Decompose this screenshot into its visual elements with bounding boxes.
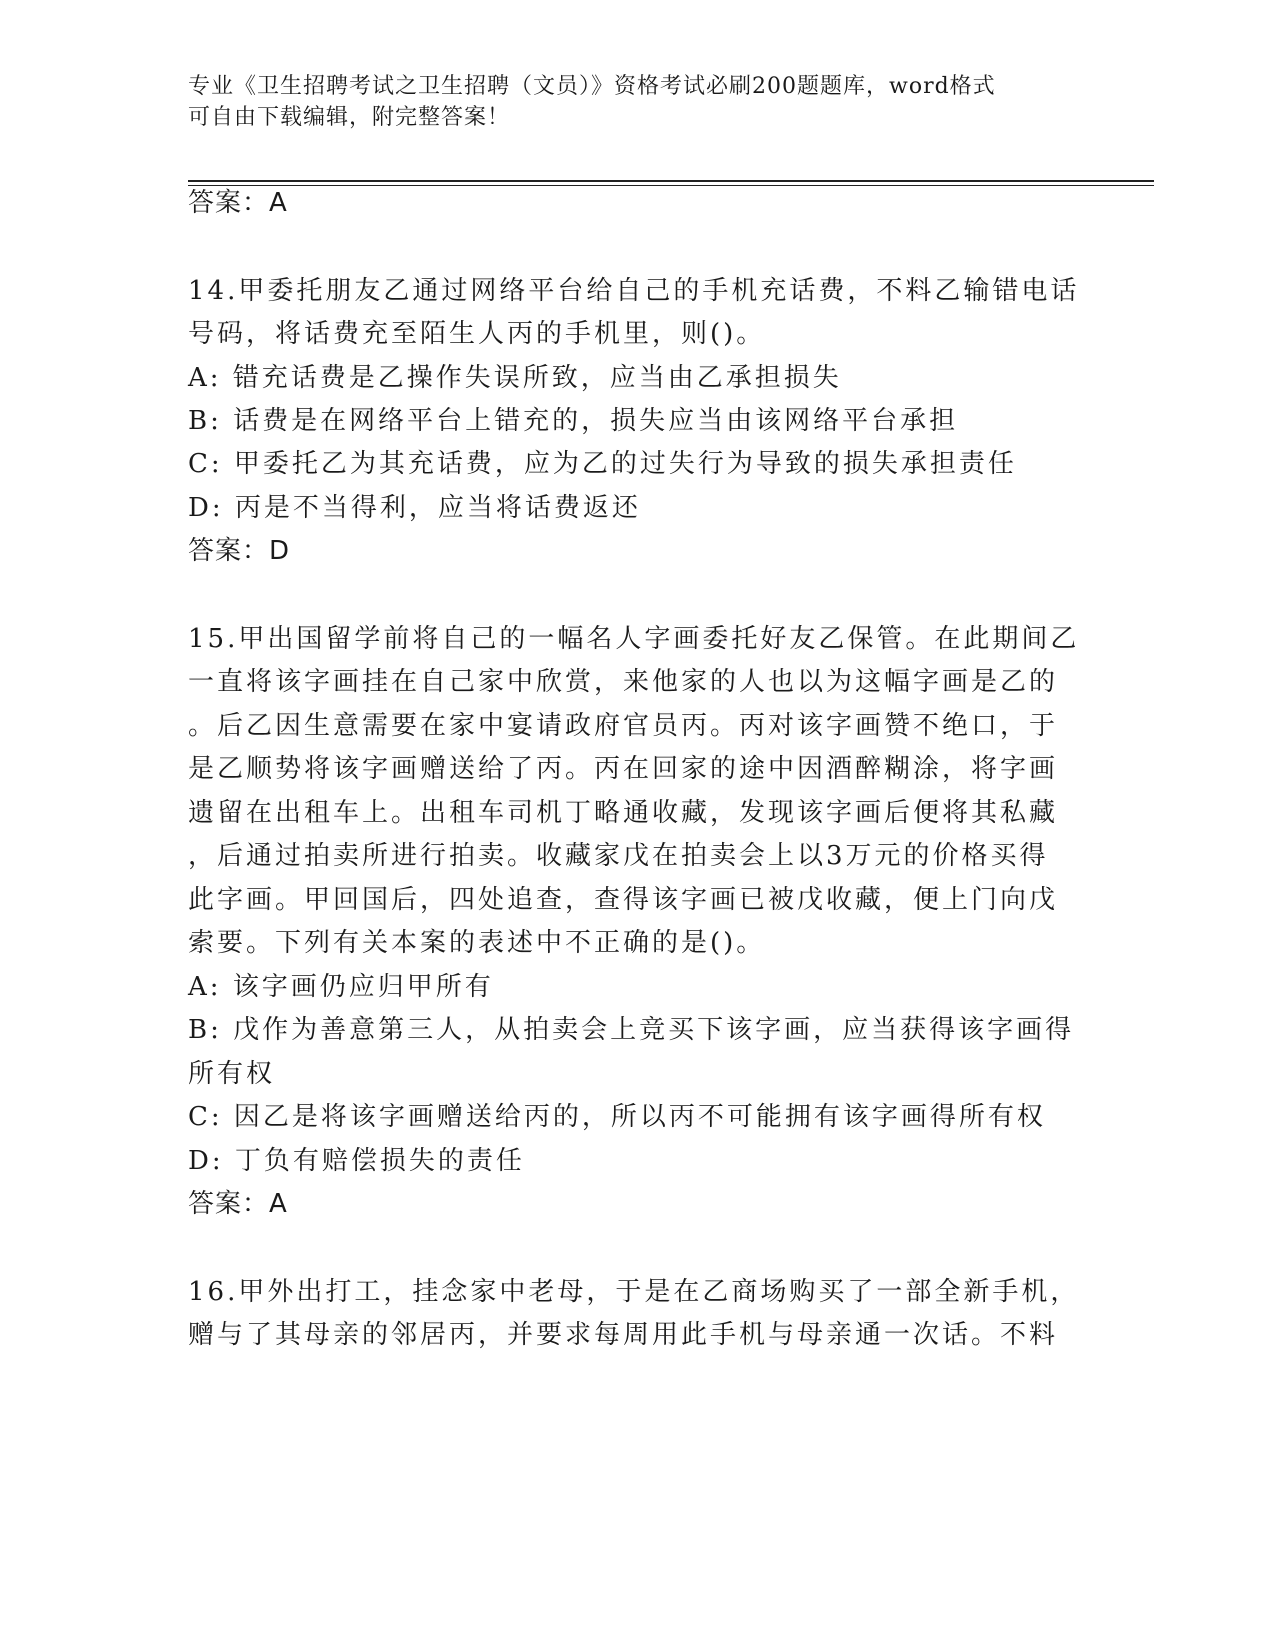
option-b: B: 话费是在网络平台上错充的，损失应当由该网络平台承担 [188,406,959,436]
option-d: D: 丙是不当得利，应当将话费返还 [188,493,641,523]
option-d: D: 丁负有赔偿损失的责任 [188,1146,525,1176]
option-b: B: 戊作为善意第三人，从拍卖会上竞买下该字画，应当获得该字画得 [188,1015,1075,1045]
header-divider-thick [188,180,1154,182]
header-divider-thin [188,185,1154,186]
answer: 答案：D [188,536,291,566]
question-stem-line: 14.甲委托朋友乙通过网络平台给自己的手机充话费，不料乙输错电话 [188,276,1080,306]
option-a: A: 该字画仍应归甲所有 [188,972,494,1002]
question-stem-line: 遗留在出租车上。出租车司机丁略通收藏，发现该字画后便将其私藏 [188,798,1059,828]
question-stem-line: 15.甲出国留学前将自己的一幅名人字画委托好友乙保管。在此期间乙 [188,624,1080,654]
option-c: C: 因乙是将该字画赠送给丙的，所以丙不可能拥有该字画得所有权 [188,1102,1046,1132]
answer: 答案：A [188,1189,288,1219]
question-stem-line: 赠与了其母亲的邻居丙，并要求每周用此手机与母亲通一次话。不料 [188,1320,1059,1350]
question-stem-line: 索要。下列有关本案的表述中不正确的是()。 [188,928,766,958]
question-stem-line: 。后乙因生意需要在家中宴请政府官员丙。丙对该字画赞不绝口，于 [188,711,1059,741]
question-stem-line: 号码，将话费充至陌生人丙的手机里，则()。 [188,319,766,349]
option-b-continued: 所有权 [188,1059,276,1089]
previous-answer: 答案：A [188,188,288,218]
question-stem-line: ，后通过拍卖所进行拍卖。收藏家戊在拍卖会上以3万元的价格买得 [188,841,1049,871]
question-stem-line: 是乙顺势将该字画赠送给了丙。丙在回家的途中因酒醉糊涂，将字画 [188,754,1059,784]
question-stem-line: 此字画。甲回国后，四处追查，查得该字画已被戊收藏，便上门向戊 [188,885,1059,915]
question-stem-line: 16.甲外出打工，挂念家中老母，于是在乙商场购买了一部全新手机， [188,1277,1080,1307]
option-c: C: 甲委托乙为其充话费，应为乙的过失行为导致的损失承担责任 [188,449,1017,479]
header-title-line-1: 专业《卫生招聘考试之卫生招聘（文员）》资格考试必刷200题题库，word格式 [188,74,996,99]
header-title-line-2: 可自由下载编辑，附完整答案！ [188,105,511,130]
option-a: A: 错充话费是乙操作失误所致，应当由乙承担损失 [188,363,842,393]
question-stem-line: 一直将该字画挂在自己家中欣赏，来他家的人也以为这幅字画是乙的 [188,667,1059,697]
